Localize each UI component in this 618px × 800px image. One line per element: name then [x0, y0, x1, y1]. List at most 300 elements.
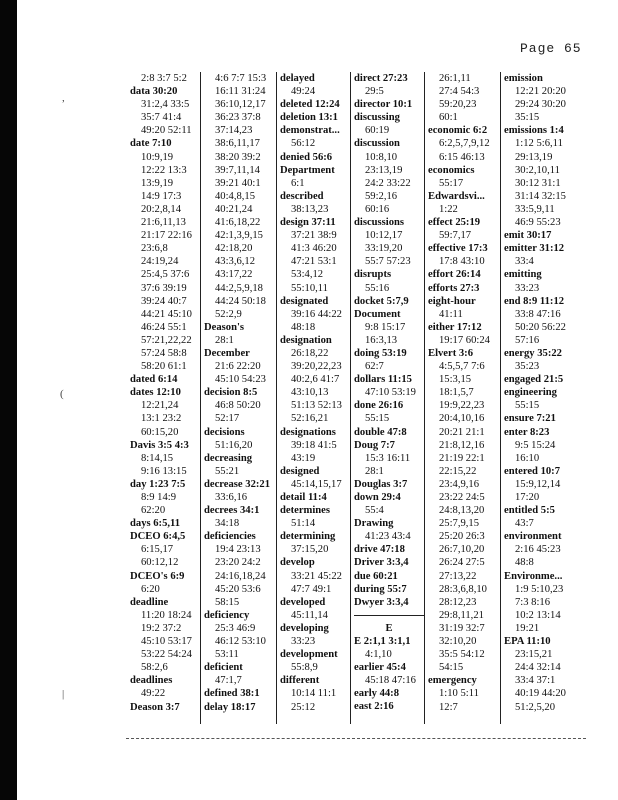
index-term: engaged 21:5	[504, 374, 564, 386]
index-reference: 53:22 54:24	[141, 649, 192, 661]
index-reference: 20:2,8,14	[141, 203, 182, 215]
column-divider	[424, 72, 425, 724]
index-reference: 6:20	[141, 583, 160, 595]
index-reference: 42:18,20	[215, 243, 253, 255]
index-reference: 24:19,24	[141, 256, 179, 268]
index-reference: 15:3 16:11	[365, 452, 411, 464]
index-column-6	[504, 72, 581, 724]
index-term: Environme...	[504, 570, 563, 582]
index-reference: 44:21 45:10	[141, 308, 192, 320]
index-reference: 47:1,7	[215, 675, 242, 687]
index-reference: 2:16 45:23	[515, 544, 561, 556]
index-reference: 21:17 22:16	[141, 230, 192, 242]
index-term: enter 8:23	[504, 426, 550, 438]
index-reference: 59:2,16	[365, 190, 398, 202]
index-term: effective 17:3	[428, 243, 488, 255]
index-reference: 41:6,18,22	[215, 217, 261, 229]
index-reference: 1:22	[439, 203, 458, 215]
index-reference: 52:16,21	[291, 413, 329, 425]
index-term: entered 10:7	[504, 465, 560, 477]
index-term: December	[204, 347, 250, 359]
index-reference: 21:6 22:20	[215, 361, 261, 373]
word-index	[126, 72, 581, 728]
index-reference: 18:1,5,7	[439, 387, 474, 399]
index-term: discussing	[354, 112, 400, 124]
index-term: deadlines	[130, 675, 173, 687]
index-reference: 49:22	[141, 688, 166, 700]
index-reference: 53:11	[215, 649, 239, 661]
index-reference: 45:10 53:17	[141, 636, 192, 648]
index-reference: 21:8,12,16	[439, 439, 485, 451]
index-term: disrupts	[354, 269, 392, 281]
index-reference: 41:11	[439, 308, 463, 320]
index-reference: 29:13,19	[515, 151, 553, 163]
index-term: during 55:7	[354, 583, 407, 595]
index-term: energy 35:22	[504, 347, 562, 359]
index-term: emergency	[428, 675, 477, 687]
index-column-4	[354, 72, 424, 724]
index-term: designated	[280, 295, 329, 307]
index-reference: 33:19,20	[365, 243, 403, 255]
index-term: emissions 1:4	[504, 125, 564, 137]
index-reference: 17:20	[515, 492, 540, 503]
index-reference: 52:17	[215, 413, 240, 425]
index-reference: 11:20 18:24	[141, 609, 192, 621]
index-reference: 60:19	[365, 125, 390, 137]
index-reference: 46:9 55:23	[515, 217, 561, 229]
index-reference: 41:3 46:20	[291, 243, 337, 255]
page-bottom-rule	[126, 738, 586, 739]
index-reference: 46:8 50:20	[215, 400, 261, 412]
index-reference: 28:12,23	[439, 596, 477, 608]
index-term: deletion 13:1	[280, 112, 338, 124]
index-reference: 43:10,13	[291, 387, 329, 399]
index-reference: 35:23	[515, 361, 540, 373]
index-reference: 45:18 47:16	[365, 675, 416, 687]
index-reference: 10:8,10	[365, 151, 398, 163]
index-term: earlier 45:4	[354, 662, 406, 674]
index-term: environment	[504, 531, 562, 543]
index-reference: 21:19 22:1	[439, 452, 485, 464]
index-reference: 57:16	[515, 334, 540, 346]
index-reference: 37:14,23	[215, 125, 253, 137]
index-reference: 47:21 53:1	[291, 256, 337, 268]
index-term: developing	[280, 622, 329, 634]
index-term: detail 11:4	[280, 492, 327, 503]
index-reference: 33:23	[291, 636, 316, 648]
index-term: date 7:10	[130, 138, 172, 150]
index-reference: 59:7,17	[439, 230, 472, 242]
index-reference: 60:12,12	[141, 557, 179, 569]
index-term: either 17:12	[428, 321, 482, 333]
index-term: doing 53:19	[354, 347, 407, 359]
index-reference: 55:10,11	[291, 282, 328, 294]
index-reference: 36:23 37:8	[215, 112, 261, 124]
index-reference: 33:8 47:16	[515, 308, 561, 320]
index-reference: 28:1	[365, 465, 384, 477]
index-reference: 62:20	[141, 505, 166, 517]
index-term: dates 12:10	[130, 387, 181, 399]
index-reference: 25:12	[291, 701, 316, 713]
index-reference: 16:10	[515, 452, 540, 464]
index-reference: 55:7 57:23	[365, 256, 411, 268]
index-reference: 55:15	[515, 400, 540, 412]
index-reference: 25:4,5 37:6	[141, 269, 190, 281]
index-term: emit 30:17	[504, 230, 552, 242]
column-divider	[200, 72, 201, 724]
index-term: dated 6:14	[130, 374, 178, 386]
index-reference: 29:8,11,21	[439, 609, 484, 621]
scan-speck: ,	[62, 92, 65, 104]
index-reference: 27:13,22	[439, 570, 477, 582]
index-reference: 25:20 26:3	[439, 531, 485, 543]
index-term: ensure 7:21	[504, 413, 556, 425]
index-reference: 42:1,3,9,15	[215, 230, 263, 242]
index-reference: 6:1	[291, 177, 305, 189]
index-reference: 7:3 8:16	[515, 596, 551, 608]
index-reference: 60:16	[365, 203, 390, 215]
index-reference: 4:1,10	[365, 649, 392, 661]
index-reference: 51:13 52:13	[291, 400, 342, 412]
index-term: deficient	[204, 662, 243, 674]
index-term: entitled 5:5	[504, 505, 555, 517]
index-reference: 23:15,21	[515, 649, 553, 661]
index-term: data 30:20	[130, 86, 178, 98]
index-term: decreasing	[204, 452, 253, 464]
index-term: described	[280, 190, 324, 202]
index-reference: 19:9,22,23	[439, 400, 485, 412]
index-reference: 48:18	[291, 321, 316, 333]
index-term: E 2:1,1 3:1,1	[354, 635, 411, 647]
index-reference: 10:2 13:14	[515, 609, 561, 621]
index-reference: 33:21 45:22	[291, 570, 342, 582]
index-reference: 49:20 52:11	[141, 125, 192, 137]
index-term: efforts 27:3	[428, 282, 480, 294]
index-term: Deason's	[204, 321, 245, 333]
index-reference: 1:9 5:10,23	[515, 583, 564, 595]
index-reference: 6:2,5,7,9,12	[439, 138, 490, 150]
index-reference: 38:20 39:2	[215, 151, 261, 163]
index-reference: 10:14 11:1	[291, 688, 337, 700]
index-reference: 28:1	[215, 334, 234, 346]
scan-left-margin-bar	[0, 0, 17, 800]
index-reference: 56:12	[291, 138, 316, 150]
index-term: DCEO's 6:9	[130, 570, 185, 582]
index-reference: 60:15,20	[141, 426, 179, 438]
index-reference: 13:1 23:2	[141, 413, 182, 425]
index-reference: 25:3 46:9	[215, 622, 256, 634]
index-reference: 32:10,20	[439, 636, 477, 648]
index-reference: 6:15 46:13	[439, 151, 485, 163]
index-reference: 37:6 39:19	[141, 282, 187, 294]
index-term: discussions	[354, 217, 405, 229]
index-term: done 26:16	[354, 400, 404, 412]
column-divider	[350, 72, 351, 724]
index-term: Edwardsvi...	[428, 190, 485, 202]
index-term: deleted 12:24	[280, 99, 340, 111]
index-term: develop	[280, 557, 315, 569]
section-letter: E	[385, 622, 393, 634]
column-divider	[276, 72, 277, 724]
index-reference: 50:20 56:22	[515, 321, 566, 333]
index-reference: 40:4,8,15	[215, 190, 256, 202]
index-reference: 8:9 14:9	[141, 492, 177, 503]
index-reference: 10:9,19	[141, 151, 174, 163]
index-reference: 24:2 33:22	[365, 177, 411, 189]
index-term: Douglas 3:7	[354, 478, 408, 490]
index-term: deficiency	[204, 609, 250, 621]
index-term: double 47:8	[354, 426, 407, 438]
index-reference: 20:4,10,16	[439, 413, 485, 425]
index-reference: 4:6 7:7 15:3	[215, 73, 267, 84]
index-reference: 58:2,6	[141, 662, 168, 674]
index-reference: 26:1,11	[439, 73, 471, 84]
index-reference: 24:4 32:14	[515, 662, 561, 674]
index-reference: 52:2,9	[215, 308, 242, 320]
index-term: Driver 3:3,4	[354, 557, 409, 569]
index-reference: 33:23	[515, 282, 540, 294]
index-term: different	[280, 675, 320, 687]
index-reference: 46:12 53:10	[215, 636, 266, 648]
index-reference: 40:2,6 41:7	[291, 374, 340, 386]
scan-speck: |	[62, 688, 65, 700]
index-term: design 37:11	[280, 217, 336, 229]
index-term: Document	[354, 308, 401, 320]
index-reference: 45:20 53:6	[215, 583, 261, 595]
index-term: east 2:16	[354, 701, 394, 713]
index-term: Department	[280, 164, 335, 176]
index-reference: 13:9,19	[141, 177, 174, 189]
index-term: direct 27:23	[354, 73, 408, 84]
index-term: demonstrat...	[280, 125, 340, 137]
index-reference: 24:8,13,20	[439, 505, 485, 517]
index-reference: 48:8	[515, 557, 534, 569]
index-reference: 46:24 55:1	[141, 321, 187, 333]
index-reference: 35:15	[515, 112, 540, 124]
index-reference: 58:15	[215, 596, 240, 608]
index-term: early 44:8	[354, 688, 400, 700]
index-reference: 37:15,20	[291, 544, 329, 556]
index-reference: 33:4 37:1	[515, 675, 556, 687]
index-reference: 16:3,13	[365, 334, 398, 346]
index-reference: 59:20,23	[439, 99, 477, 111]
index-term: determines	[280, 505, 331, 517]
index-term: designations	[280, 426, 336, 438]
index-reference: 23:13,19	[365, 164, 403, 176]
index-reference: 55:17	[439, 177, 464, 189]
page-number: Page 65	[520, 41, 582, 56]
index-term: designation	[280, 334, 332, 346]
index-reference: 21:6,11,13	[141, 217, 186, 229]
index-term: Drawing	[354, 518, 394, 530]
column-divider	[500, 72, 501, 724]
index-term: Doug 7:7	[354, 439, 395, 451]
index-reference: 49:24	[291, 86, 316, 98]
index-reference: 43:3,6,12	[215, 256, 256, 268]
index-term: Dwyer 3:3,4	[354, 596, 409, 608]
index-reference: 54:15	[439, 662, 464, 674]
index-reference: 30:2,10,11	[515, 164, 560, 176]
index-reference: 43:17,22	[215, 269, 253, 281]
index-reference: 29:5	[365, 86, 384, 98]
index-term: deficiencies	[204, 531, 256, 543]
index-column-2	[204, 72, 276, 724]
index-reference: 57:24 58:8	[141, 347, 187, 359]
index-reference: 10:12,17	[365, 230, 403, 242]
index-term: developed	[280, 596, 326, 608]
index-reference: 6:15,17	[141, 544, 174, 556]
index-reference: 51:16,20	[215, 439, 253, 451]
index-reference: 38:6,11,17	[215, 138, 260, 150]
index-term: Deason 3:7	[130, 701, 180, 713]
index-reference: 23:20 24:2	[215, 557, 261, 569]
index-reference: 12:22 13:3	[141, 164, 187, 176]
index-reference: 58:20 61:1	[141, 361, 187, 373]
index-term: delayed	[280, 73, 315, 84]
index-reference: 57:21,22,22	[141, 334, 192, 346]
index-reference: 51:14	[291, 518, 316, 530]
index-reference: 33:6,16	[215, 492, 248, 503]
index-reference: 45:11,14	[291, 609, 328, 621]
index-column-5	[428, 72, 500, 724]
index-term: Davis 3:5 4:3	[130, 439, 189, 451]
section-divider	[354, 615, 424, 622]
index-term: designed	[280, 465, 320, 477]
index-term: emitter 31:12	[504, 243, 565, 255]
index-reference: 19:4 23:13	[215, 544, 261, 556]
index-reference: 62:7	[365, 361, 384, 373]
index-reference: 47:10 53:19	[365, 387, 416, 399]
index-reference: 53:4,12	[291, 269, 324, 281]
index-reference: 39:24 40:7	[141, 295, 187, 307]
index-reference: 55:15	[365, 413, 390, 425]
scan-speck: (	[60, 388, 64, 400]
index-reference: 40:21,24	[215, 203, 253, 215]
index-reference: 20:21 21:1	[439, 426, 485, 438]
index-term: EPA 11:10	[504, 636, 551, 648]
index-reference: 38:13,23	[291, 203, 329, 215]
index-reference: 43:19	[291, 452, 316, 464]
index-term: denied 56:6	[280, 151, 333, 163]
index-term: determining	[280, 531, 336, 543]
index-term: delay 18:17	[204, 701, 256, 713]
index-term: director 10:1	[354, 99, 413, 111]
index-term: effort 26:14	[428, 269, 481, 281]
index-reference: 45:10 54:23	[215, 374, 266, 386]
index-reference: 19:17 60:24	[439, 334, 490, 346]
index-reference: 31:14 32:15	[515, 190, 566, 202]
index-reference: 37:21 38:9	[291, 230, 337, 242]
index-term: deadline	[130, 596, 169, 608]
index-reference: 19:21	[515, 622, 540, 634]
index-reference: 28:3,6,8,10	[439, 583, 487, 595]
index-reference: 9:8 15:17	[365, 321, 406, 333]
index-term: discussion	[354, 138, 400, 150]
index-term: decrease 32:21	[204, 478, 270, 490]
index-reference: 23:4,9,16	[439, 478, 480, 490]
index-reference: 15:9,12,14	[515, 478, 561, 490]
index-reference: 29:24 30:20	[515, 99, 566, 111]
index-term: Elvert 3:6	[428, 347, 474, 359]
index-reference: 36:10,12,17	[215, 99, 266, 111]
index-reference: 8:14,15	[141, 452, 174, 464]
index-term: drive 47:18	[354, 544, 405, 556]
index-reference: 55:16	[365, 282, 390, 294]
index-term: engineering	[504, 387, 557, 399]
index-reference: 30:12 31:1	[515, 177, 561, 189]
index-term: day 1:23 7:5	[130, 478, 186, 490]
index-reference: 27:4 54:3	[439, 86, 480, 98]
index-reference: 55:8,9	[291, 662, 318, 674]
index-term: due 60:21	[354, 570, 398, 582]
index-reference: 25:7,9,15	[439, 518, 480, 530]
index-reference: 14:9 17:3	[141, 190, 182, 202]
index-reference: 39:21 40:1	[215, 177, 261, 189]
index-reference: 16:11 31:24	[215, 86, 266, 98]
index-reference: 40:19 44:20	[515, 688, 566, 700]
index-reference: 24:16,18,24	[215, 570, 266, 582]
index-reference: 23:6,8	[141, 243, 168, 255]
index-reference: 35:7 41:4	[141, 112, 182, 124]
index-reference: 12:21,24	[141, 400, 179, 412]
index-reference: 26:24 27:5	[439, 557, 485, 569]
index-reference: 9:5 15:24	[515, 439, 556, 451]
index-reference: 35:5 54:12	[439, 649, 485, 661]
index-reference: 51:2,5,20	[515, 701, 556, 713]
index-reference: 31:19 32:7	[439, 622, 485, 634]
index-term: decrees 34:1	[204, 505, 260, 517]
index-reference: 55:21	[215, 465, 240, 477]
index-reference: 39:18 41:5	[291, 439, 337, 451]
index-reference: 39:20,22,23	[291, 361, 342, 373]
index-reference: 47:7 49:1	[291, 583, 332, 595]
index-reference: 1:12 5:6,11	[515, 138, 563, 150]
index-term: emission	[504, 73, 543, 84]
index-reference: 1:10 5:11	[439, 688, 479, 700]
index-reference: 12:7	[439, 701, 458, 713]
index-reference: 39:16 44:22	[291, 308, 342, 320]
index-term: decision 8:5	[204, 387, 258, 399]
index-reference: 44:2,5,9,18	[215, 282, 263, 294]
index-term: defined 38:1	[204, 688, 260, 700]
index-column-3	[280, 72, 350, 724]
index-reference: 45:14,15,17	[291, 478, 342, 490]
index-reference: 23:22 24:5	[439, 492, 485, 503]
index-reference: 33:5,9,11	[515, 203, 555, 215]
index-term: docket 5:7,9	[354, 295, 409, 307]
index-reference: 55:4	[365, 505, 384, 517]
index-reference: 17:8 43:10	[439, 256, 485, 268]
index-term: eight-hour	[428, 295, 476, 307]
index-reference: 60:1	[439, 112, 458, 124]
index-term: economics	[428, 164, 475, 176]
index-reference: 26:7,10,20	[439, 544, 485, 556]
index-reference: 22:15,22	[439, 465, 477, 477]
index-reference: 31:2,4 33:5	[141, 99, 190, 111]
index-term: economic 6:2	[428, 125, 488, 137]
index-term: dollars 11:15	[354, 374, 412, 386]
index-reference: 15:3,15	[439, 374, 472, 386]
index-reference: 12:21 20:20	[515, 86, 566, 98]
index-reference: 39:7,11,14	[215, 164, 260, 176]
index-term: emitting	[504, 269, 542, 281]
index-term: days 6:5,11	[130, 518, 181, 530]
index-reference: 19:2 37:2	[141, 622, 182, 634]
index-reference: 33:4	[515, 256, 534, 268]
index-reference: 43:7	[515, 518, 534, 530]
index-term: decisions	[204, 426, 245, 438]
index-column-1	[130, 72, 200, 724]
